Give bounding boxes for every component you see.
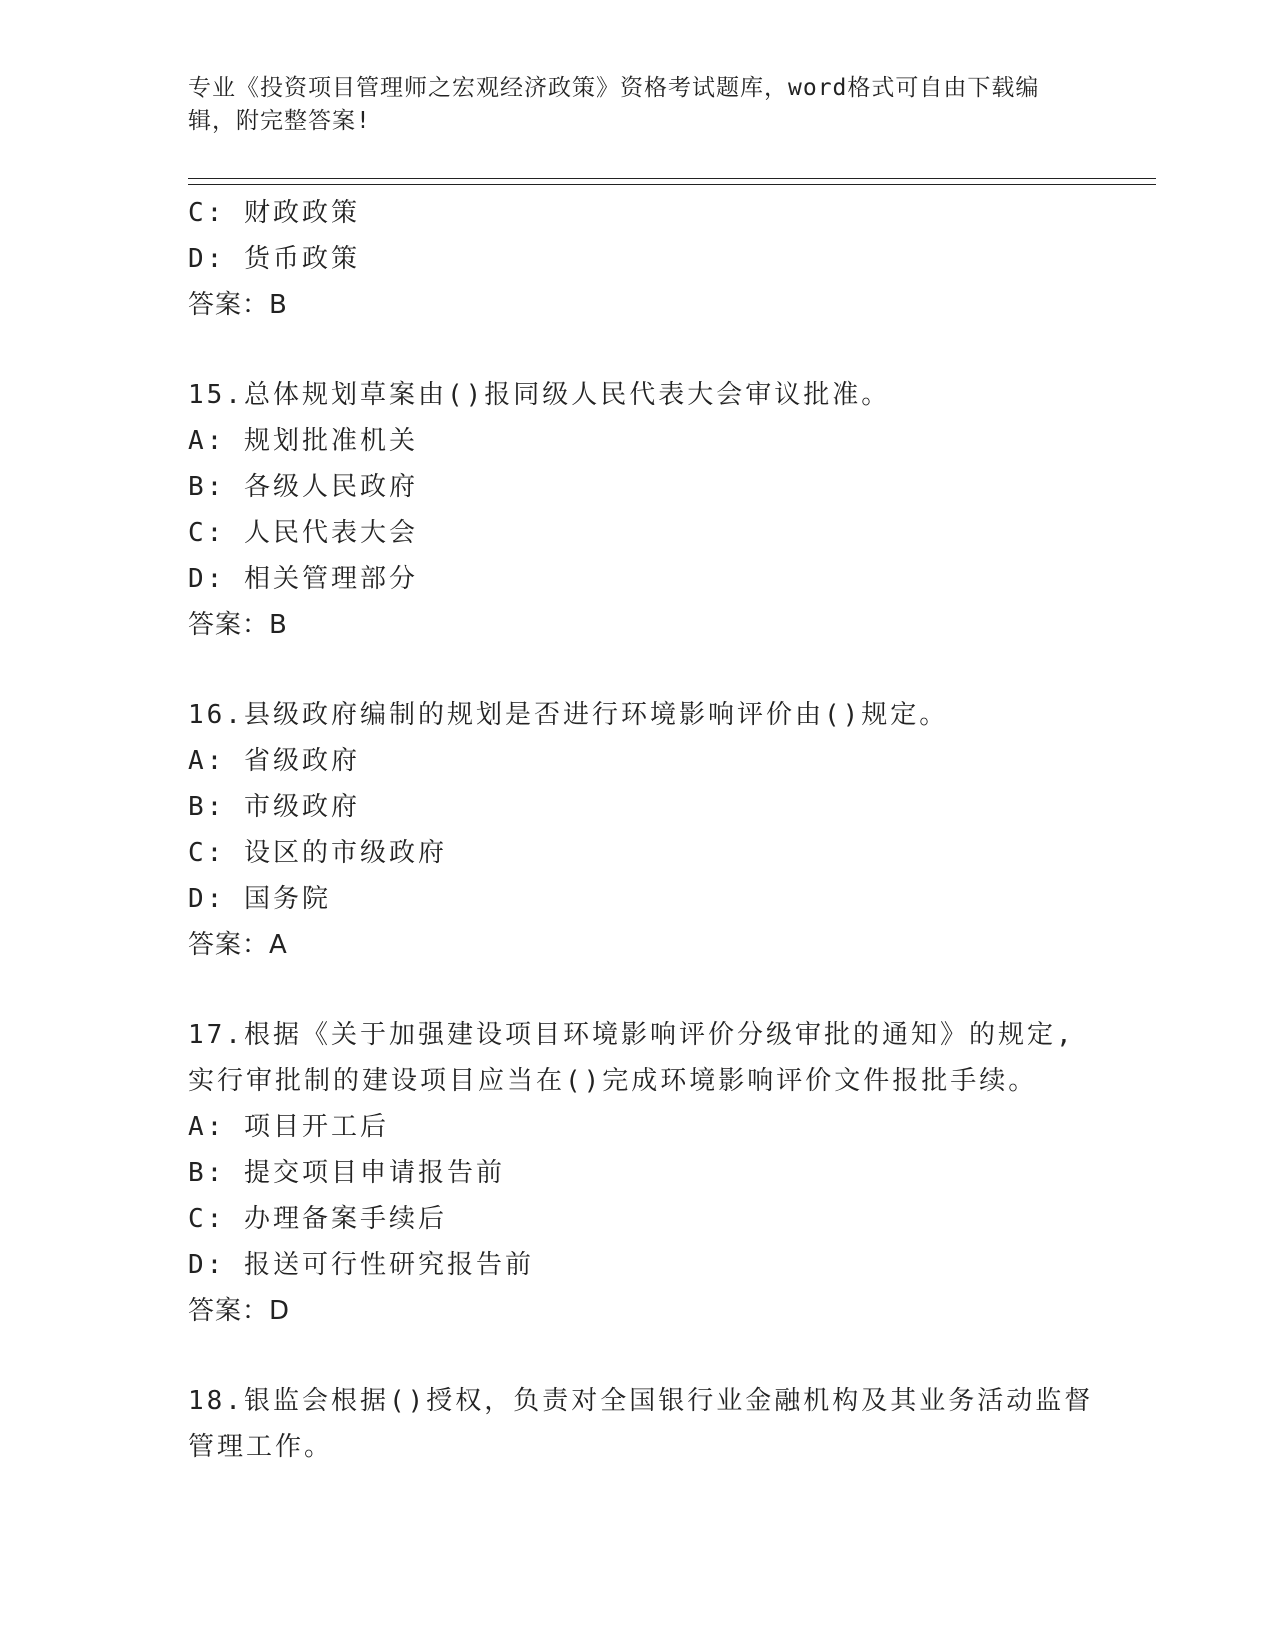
option-b: B: 提交项目申请报告前	[188, 1158, 505, 1188]
option-a: A: 项目开工后	[188, 1112, 389, 1142]
option-c: C: 设区的市级政府	[188, 838, 447, 868]
question-16	[188, 692, 1148, 968]
answer: 答案：B	[188, 290, 288, 320]
answer: 答案：B	[188, 610, 288, 640]
question-text-line-1: 18.银监会根据()授权，负责对全国银行业金融机构及其业务活动监督	[188, 1386, 1094, 1416]
question-text-line-2: 实行审批制的建设项目应当在()完成环境影响评价文件报批手续。	[188, 1066, 1038, 1096]
question-text-line-1: 17.根据《关于加强建设项目环境影响评价分级审批的通知》的规定,	[188, 1020, 1075, 1050]
header-rule-top	[188, 178, 1156, 179]
answer: 答案：A	[188, 930, 288, 960]
option-d: D: 相关管理部分	[188, 564, 418, 594]
answer: 答案：D	[188, 1296, 291, 1326]
option-d: D: 货币政策	[188, 244, 360, 274]
question-text-line-2: 管理工作。	[188, 1432, 334, 1462]
option-b: B: 市级政府	[188, 792, 360, 822]
option-c: C: 人民代表大会	[188, 518, 418, 548]
option-d: D: 报送可行性研究报告前	[188, 1250, 534, 1280]
option-a: A: 省级政府	[188, 746, 360, 776]
header-line-2: 辑，附完整答案!	[188, 108, 371, 134]
question-text: 16.县级政府编制的规划是否进行环境影响评价由()规定。	[188, 700, 949, 730]
option-a: A: 规划批准机关	[188, 426, 418, 456]
option-b: B: 各级人民政府	[188, 472, 418, 502]
header-rule-bottom	[188, 184, 1156, 185]
option-d: D: 国务院	[188, 884, 331, 914]
question-17	[188, 1012, 1148, 1334]
option-c: C: 财政政策	[188, 198, 360, 228]
question-18	[188, 1378, 1148, 1470]
option-c: C: 办理备案手续后	[188, 1204, 447, 1234]
header-line-1: 专业《投资项目管理师之宏观经济政策》资格考试题库，word格式可自由下载编	[188, 75, 1040, 101]
question-15	[188, 372, 1148, 648]
question-partial	[188, 190, 1148, 328]
question-list	[188, 190, 1148, 1470]
question-text: 15.总体规划草案由()报同级人民代表大会审议批准。	[188, 380, 891, 410]
document-header	[188, 72, 1068, 138]
